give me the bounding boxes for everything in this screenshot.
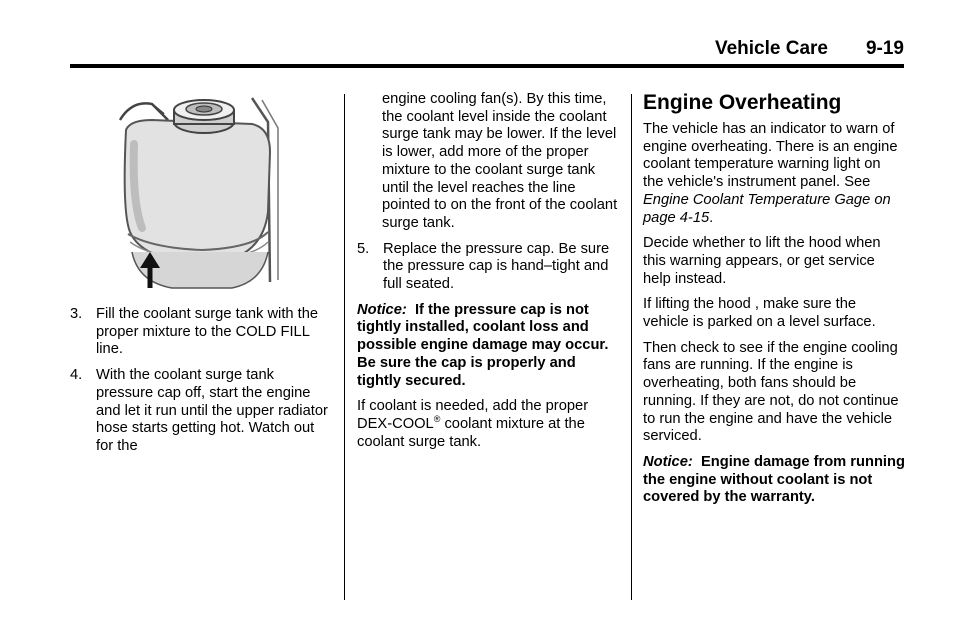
notice-text: Engine damage from running the engine without coolant is not covered by the warranty. bbox=[643, 453, 905, 506]
column-middle bbox=[357, 91, 619, 459]
page-number: 9-19 bbox=[865, 38, 904, 59]
coolant-text-a: If coolant is needed, add the proper DEX-COOL bbox=[357, 398, 589, 432]
step-number: 5. bbox=[357, 240, 370, 257]
step-number: 4. bbox=[70, 367, 83, 384]
step-4-continued: engine cooling fan(s). By this time, the coolant level inside the coolant surge tank may be lower. If the level is lower, add more of the proper mixture to the coolant surge tank until the level reaches the line pointed to on the front of the coolant surge tank. bbox=[382, 91, 618, 231]
paragraph-3: If lifting the hood , make sure the vehicle is parked on a level surface. bbox=[643, 296, 876, 331]
section-heading: Engine Overheating bbox=[643, 91, 842, 114]
coolant-tank-svg bbox=[112, 92, 292, 292]
coolant-paragraph bbox=[357, 398, 619, 451]
step-text: Replace the pressure cap. Be sure the pressure cap is hand–tight and full seated. bbox=[383, 240, 610, 293]
step-text: With the coolant surge tank pressure cap off, start the engine and let it run until the upper radiator hose starts getting hot. Watch out for the bbox=[96, 367, 328, 454]
step-number: 3. bbox=[70, 306, 83, 322]
column-left bbox=[70, 92, 335, 464]
notice-label: Notice: bbox=[357, 301, 407, 318]
notice-text: If the pressure cap is not tightly installed, coolant loss and possible engine damage may occur. Be sure the cap is properly and tightly secured. bbox=[357, 301, 609, 389]
paragraph-4: Then check to see if the engine cooling fans are running. If the engine is overheating, both fans should be running. If they are not, do not continue to run the engine and have the vehicle serviced. bbox=[643, 339, 899, 445]
paragraph-1-text: The vehicle has an indicator to warn of engine overheating. There is an engine coolant temperature warning light on the vehicle's instrument panel. See bbox=[643, 121, 898, 191]
notice-paragraph bbox=[357, 302, 619, 391]
coolant-text-b: coolant mixture at the coolant surge tank. bbox=[357, 415, 585, 450]
column-divider bbox=[631, 94, 632, 600]
cross-reference-link[interactable]: Engine Coolant Temperature Gage on page 4-15 bbox=[643, 191, 891, 226]
step-text: Fill the coolant surge tank with the proper mixture to the COLD FILL line. bbox=[96, 306, 319, 358]
step-3 bbox=[70, 306, 335, 359]
paragraph-2: Decide whether to lift the hood when this warning appears, or get service help instead. bbox=[643, 235, 881, 287]
notice-paragraph bbox=[643, 454, 905, 507]
step-5 bbox=[357, 241, 619, 294]
column-right bbox=[643, 91, 905, 515]
section-title: Vehicle Care bbox=[714, 38, 828, 59]
notice-label: Notice: bbox=[643, 453, 693, 470]
page-header bbox=[70, 36, 904, 68]
coolant-surge-tank-illustration bbox=[112, 92, 292, 292]
paragraph-1-end: . bbox=[709, 209, 714, 226]
paragraph-1 bbox=[643, 121, 905, 227]
column-divider bbox=[344, 94, 345, 600]
step-4 bbox=[70, 367, 335, 456]
registered-mark: ® bbox=[433, 413, 441, 424]
